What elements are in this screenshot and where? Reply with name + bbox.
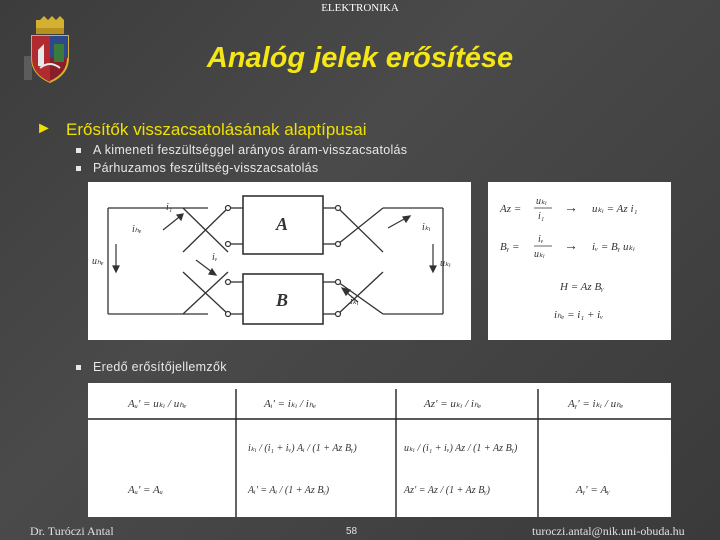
cell-r3-c4: Aᵧ' = Aᵧ xyxy=(576,484,610,496)
arrow-icon: → xyxy=(564,201,578,216)
page-title: Analóg jelek erősítése xyxy=(206,42,514,74)
circuit-diagram xyxy=(88,182,471,340)
cell-r1-c2: Aᵢ' = iₖᵢ / iₕₑ xyxy=(264,398,317,410)
equations-panel xyxy=(488,182,671,340)
label-ube: uₕₑ xyxy=(92,256,104,267)
eq1-den: i₁ xyxy=(538,211,545,222)
header-label: ELEKTRONIKA xyxy=(321,2,399,14)
footer-email: turoczi.antal@nik.uni-obuda.hu xyxy=(532,524,685,538)
square-bullet-icon xyxy=(76,166,81,171)
label-uki: uₖᵢ xyxy=(440,258,451,269)
label-ibe: iₕₑ xyxy=(132,224,142,235)
sub-bullet-1 xyxy=(76,143,407,157)
block-b-label: B xyxy=(276,290,289,310)
cell-r3-c3: Aᴢ' = Aᴢ / (1 + Aᴢ Bᵧ) xyxy=(404,485,491,496)
cell-r2-c2: iₖᵢ / (i₁ + iᵥ) Aᵢ / (1 + Aᴢ Bᵧ) xyxy=(248,443,357,454)
eq2-num: iᵥ xyxy=(538,234,544,245)
cell-r3-c2: Aᵢ' = Aᵢ / (1 + Aᴢ Bᵧ) xyxy=(248,485,330,496)
label-iv: iᵥ xyxy=(212,252,218,263)
cell-r1-c3: Aᴢ' = uₖᵢ / iₕₑ xyxy=(424,398,482,410)
square-bullet-icon xyxy=(76,148,81,153)
sub-bullet-2-text: Párhuzamos feszültség-visszacsatolás xyxy=(93,161,319,175)
sub-bullet-2 xyxy=(76,161,318,175)
block-a-label: A xyxy=(276,214,289,234)
eq4: iₕₑ = i₁ + iᵥ xyxy=(554,309,604,321)
footer-author: Dr. Turóczi Antal xyxy=(30,524,114,538)
square-bullet-icon xyxy=(76,365,81,370)
cell-r2-c3: uₖᵢ / (i₁ + iᵥ) Aᴢ / (1 + Aᴢ Bᵧ) xyxy=(404,443,518,454)
sub-bullet-1-text: A kimeneti feszültséggel arányos áram-visszacsatolás xyxy=(93,143,408,157)
cell-r1-c1: Aᵤ' = uₖᵢ / uₕₑ xyxy=(128,398,187,410)
section-bullet-text: Eredő erősítőjellemzők xyxy=(93,360,227,374)
label-iki-top: iₖᵢ xyxy=(422,222,431,233)
label-i1: i₁ xyxy=(166,202,173,213)
section-bullet xyxy=(76,360,227,374)
eq2-left: Bᵧ = xyxy=(500,241,520,253)
eq2-den: uₖᵢ xyxy=(534,249,545,260)
eq2-right: iᵥ = Bᵧ uₖᵢ xyxy=(592,241,635,253)
main-bullet-text: Erősítők visszacsatolásának alaptípusai xyxy=(66,120,367,139)
eq3: H = Aᴢ Bᵧ xyxy=(560,281,604,293)
results-table xyxy=(88,383,671,517)
eq1-num: uₖᵢ xyxy=(536,196,547,207)
footer-page-number: 58 xyxy=(346,526,358,537)
cell-r3-c1: Aᵤ' = Aᵤ xyxy=(128,484,163,496)
eq1-right: uₖᵢ = Aᴢ i₁ xyxy=(592,203,638,215)
cell-r1-c4: Aᵧ' = iₖᵢ / uₕₑ xyxy=(568,398,624,410)
bullet-arrow-icon: ► xyxy=(36,120,52,137)
label-iki-bottom: iₖᵢ xyxy=(350,296,359,307)
eq1-left: Aᴢ = xyxy=(500,203,522,215)
arrow-icon: → xyxy=(564,239,578,254)
